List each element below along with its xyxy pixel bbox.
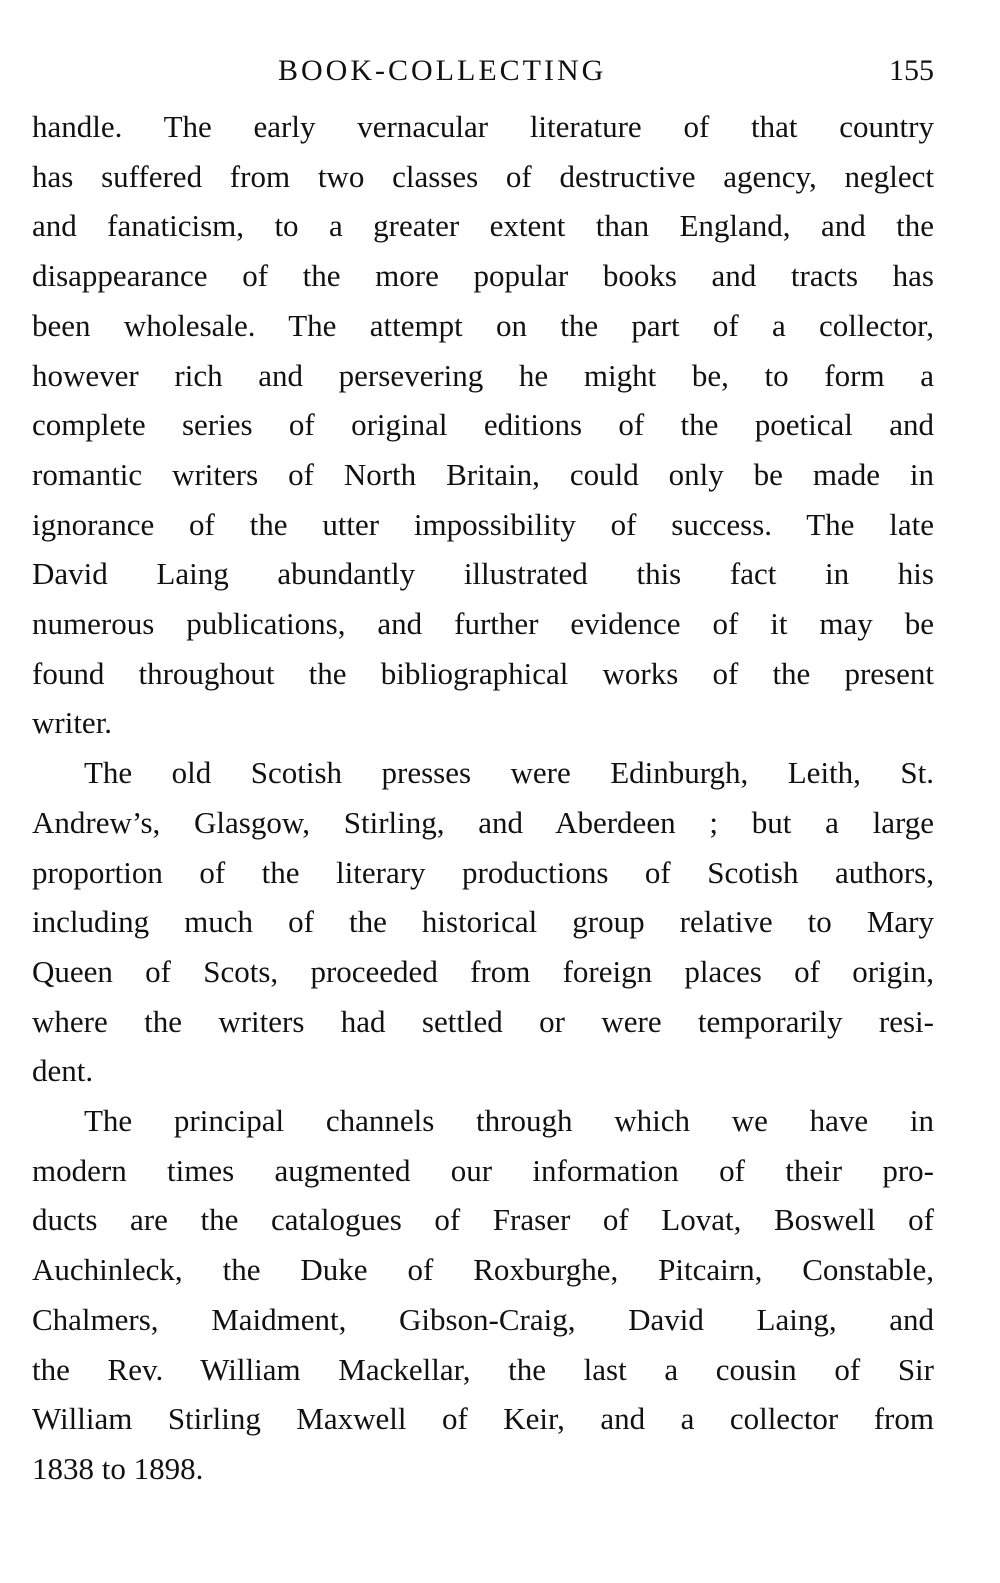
text-line: romantic writers of North Britain, could only be made in — [32, 456, 934, 492]
text-line: the Rev. William Mackellar, the last a cousin of Sir — [32, 1351, 934, 1387]
text-line: complete series of original editions of the poetical and — [32, 407, 934, 443]
text-line: including much of the historical group relative to Mary — [32, 904, 934, 940]
paragraph-3 — [32, 1096, 934, 1494]
text-line: modern times augmented our information of their pro- — [32, 1152, 934, 1188]
text-line: been wholesale. The attempt on the part of a collector, — [32, 307, 934, 343]
text-line: The principal channels through which we have in — [84, 1103, 934, 1139]
text-line: numerous publications, and further evidence of it may be — [32, 606, 934, 642]
page-number: 155 — [889, 54, 934, 87]
running-title: BOOK-COLLECTING — [278, 54, 607, 87]
text-line: Andrew’s, Glasgow, Stirling, and Aberdeen ; but a large — [32, 804, 934, 840]
text-line: ignorance of the utter impossibility of success. The late — [32, 506, 934, 542]
text-line: Chalmers, Maidment, Gibson-Craig, David Laing, and — [32, 1301, 934, 1337]
text-line: David Laing abundantly illustrated this fact in his — [32, 556, 934, 592]
text-line: dent. — [32, 1053, 94, 1089]
text-line: The old Scotish presses were Edinburgh, Leith, St. — [84, 755, 934, 791]
paragraph-1 — [32, 102, 934, 748]
text-line: handle. The early vernacular literature of that country — [32, 109, 934, 144]
paragraph-2 — [32, 748, 934, 1096]
text-line: Queen of Scots, proceeded from foreign places of origin, — [32, 953, 934, 989]
text-line: proportion of the literary productions of Scotish authors, — [32, 854, 934, 890]
book-page — [32, 48, 934, 1494]
text-line: 1838 to 1898. — [32, 1450, 204, 1486]
text-line: found throughout the bibliographical works of the present — [32, 655, 934, 691]
running-head — [32, 48, 934, 102]
text-line: writer. — [32, 705, 113, 741]
body-text — [32, 102, 934, 1494]
text-line: disappearance of the more popular books and tracts has — [32, 258, 934, 294]
text-line: and fanaticism, to a greater extent than England, and the — [32, 208, 934, 244]
text-line: ducts are the catalogues of Fraser of Lovat, Boswell of — [32, 1202, 934, 1238]
text-line: Auchinleck, the Duke of Roxburghe, Pitcairn, Constable, — [32, 1252, 934, 1288]
text-line: where the writers had settled or were temporarily resi- — [32, 1003, 934, 1039]
text-line: William Stirling Maxwell of Keir, and a collector from — [32, 1401, 934, 1437]
text-line: has suffered from two classes of destructive agency, neglect — [32, 158, 934, 194]
text-line: however rich and persevering he might be, to form a — [32, 357, 934, 393]
